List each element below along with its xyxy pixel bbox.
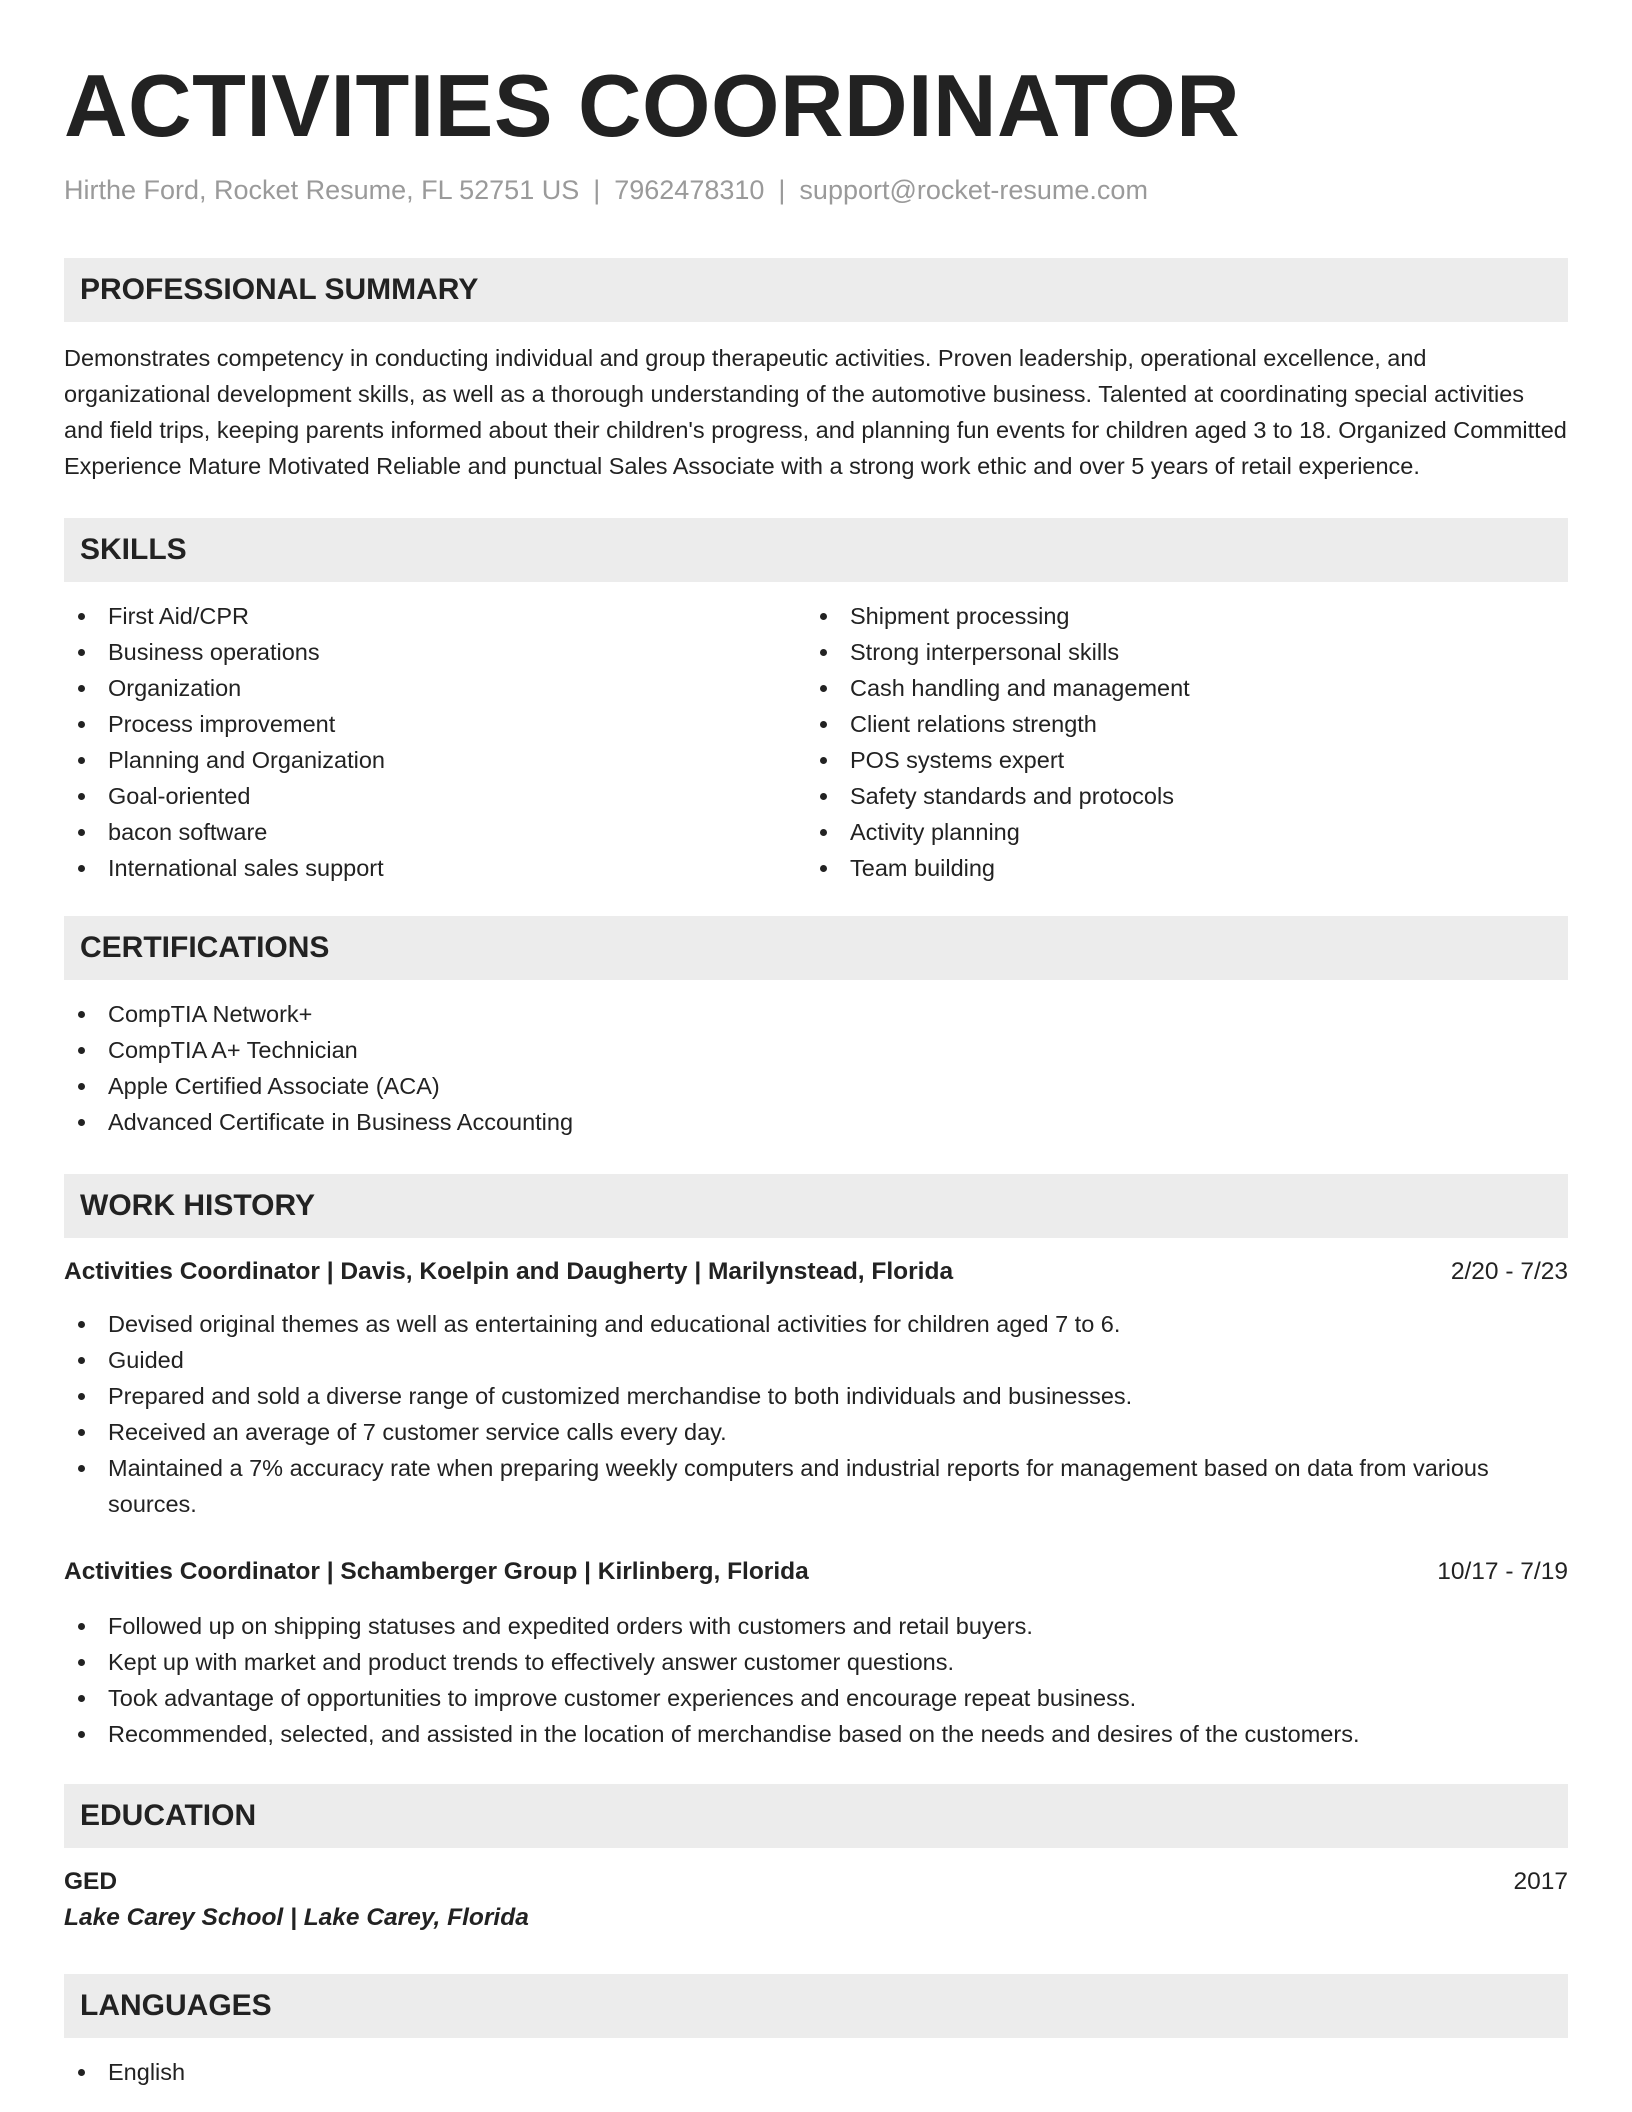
languages-list <box>64 2054 1568 2090</box>
list-item: Advanced Certificate in Business Accounting <box>64 1104 1568 1140</box>
list-item: Business operations <box>64 634 806 670</box>
job-title: Activities Coordinator | Schamberger Group | Kirlinberg, Florida <box>64 1558 809 1585</box>
list-item: Shipment processing <box>806 598 1548 634</box>
job-dates: 2/20 - 7/23 <box>1450 1258 1568 1285</box>
list-item: English <box>64 2054 1568 2090</box>
skills-list-right <box>806 598 1548 886</box>
list-item: Activity planning <box>806 814 1548 850</box>
list-item: CompTIA A+ Technician <box>64 1032 1568 1068</box>
education-year: 2017 <box>1513 1868 1568 1895</box>
contact-line <box>64 172 1568 208</box>
contact-email: support@rocket-resume.com <box>799 175 1148 205</box>
section-header-education: EDUCATION <box>64 1784 1568 1848</box>
skills-list-left <box>64 598 806 886</box>
job-entry <box>64 1254 1568 1522</box>
list-item: Client relations strength <box>806 706 1548 742</box>
list-item: POS systems expert <box>806 742 1548 778</box>
list-item: Goal-oriented <box>64 778 806 814</box>
section-header-summary: PROFESSIONAL SUMMARY <box>64 258 1568 322</box>
list-item: Team building <box>806 850 1548 886</box>
list-item: Organization <box>64 670 806 706</box>
list-item: Safety standards and protocols <box>806 778 1548 814</box>
education-school: Lake Carey School | Lake Carey, Florida <box>64 1904 529 1931</box>
skills-grid <box>64 598 1568 886</box>
contact-address: Hirthe Ford, Rocket Resume, FL 52751 US <box>64 175 580 205</box>
list-item: Planning and Organization <box>64 742 806 778</box>
education-entry <box>64 1864 1568 1936</box>
contact-phone: 7962478310 <box>614 175 765 205</box>
list-item: Took advantage of opportunities to improve customer experiences and encourage repeat business. <box>64 1680 1568 1716</box>
job-header <box>64 1554 1568 1590</box>
education-row <box>64 1864 1568 1900</box>
list-item: Strong interpersonal skills <box>806 634 1548 670</box>
job-entry <box>64 1554 1568 1752</box>
resume-page <box>64 56 1568 2090</box>
list-item: International sales support <box>64 850 806 886</box>
list-item: Process improvement <box>64 706 806 742</box>
contact-separator: | <box>593 175 601 205</box>
list-item: Recommended, selected, and assisted in the location of merchandise based on the needs and desires of the customers. <box>64 1716 1568 1752</box>
section-header-work-history: WORK HISTORY <box>64 1174 1568 1238</box>
job-bullets <box>64 1306 1568 1522</box>
certifications-list <box>64 996 1568 1140</box>
contact-separator: | <box>778 175 786 205</box>
job-dates: 10/17 - 7/19 <box>1437 1558 1568 1585</box>
list-item: bacon software <box>64 814 806 850</box>
list-item: Apple Certified Associate (ACA) <box>64 1068 1568 1104</box>
section-header-languages: LANGUAGES <box>64 1974 1568 2038</box>
list-item: Cash handling and management <box>806 670 1548 706</box>
list-item: Kept up with market and product trends to effectively answer customer questions. <box>64 1644 1568 1680</box>
job-title: Activities Coordinator | Davis, Koelpin and Daugherty | Marilynstead, Florida <box>64 1258 954 1285</box>
list-item: Prepared and sold a diverse range of customized merchandise to both individuals and businesses. <box>64 1378 1568 1414</box>
section-header-certifications: CERTIFICATIONS <box>64 916 1568 980</box>
list-item: Devised original themes as well as entertaining and educational activities for children aged 7 to 6. <box>64 1306 1568 1342</box>
section-header-skills: SKILLS <box>64 518 1568 582</box>
list-item: First Aid/CPR <box>64 598 806 634</box>
job-header <box>64 1254 1568 1290</box>
candidate-name: ACTIVITIES COORDINATOR <box>64 56 1241 155</box>
job-bullets <box>64 1608 1568 1752</box>
summary-text: Demonstrates competency in conducting individual and group therapeutic activities. Proven leadership, operational excellence, and organizational development skills, as well as a thorough understanding of the automotive business. Talented at coordinating special activities and field trips, keeping parents informed about their children's progress, and planning fun events for children aged 3 to 18. Organized Committed Experience Mature Motivated Reliable and punctual Sales Associate with a strong work ethic and over 5 years of retail experience. <box>64 345 1567 479</box>
education-degree: GED <box>64 1868 118 1895</box>
list-item: Followed up on shipping statuses and expedited orders with customers and retail buyers. <box>64 1608 1568 1644</box>
list-item: Received an average of 7 customer service calls every day. <box>64 1414 1568 1450</box>
list-item: CompTIA Network+ <box>64 996 1568 1032</box>
list-item: Maintained a 7% accuracy rate when preparing weekly computers and industrial reports for management based on data from various sources. <box>64 1450 1568 1522</box>
list-item: Guided <box>64 1342 1568 1378</box>
